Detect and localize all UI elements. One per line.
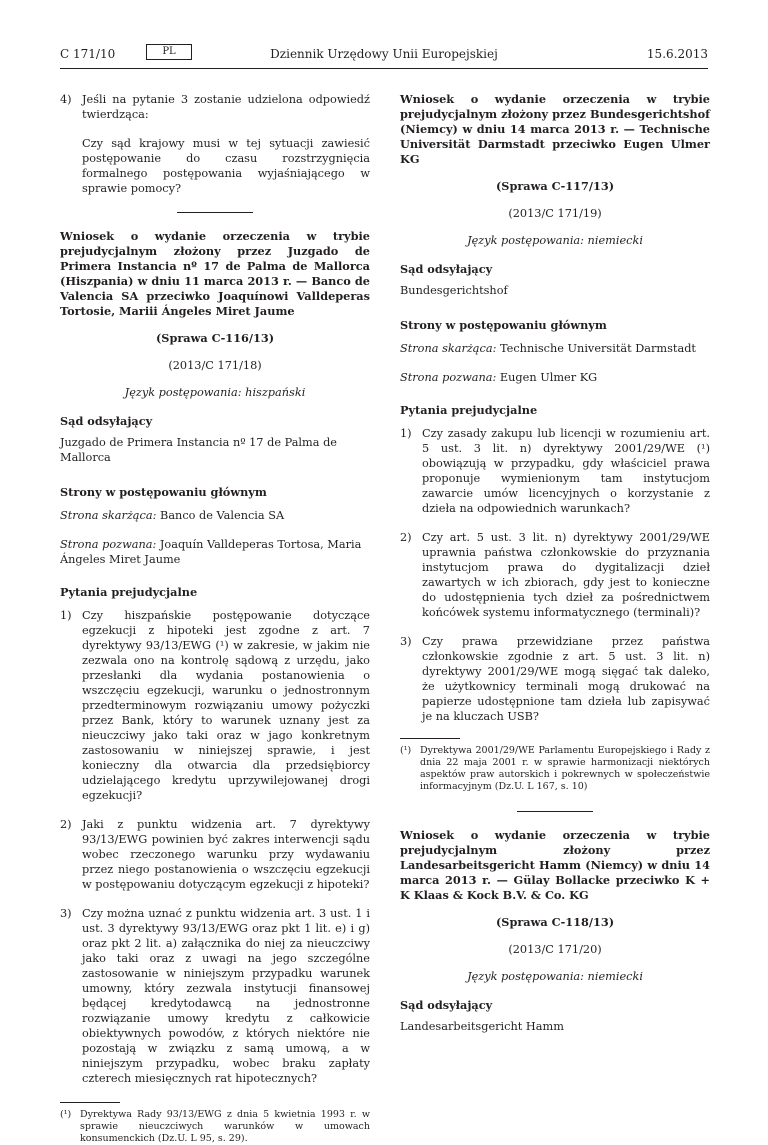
- issue-number: C 171/10: [60, 47, 116, 61]
- question-text: Czy art. 5 ust. 3 lit. n) dyrektywy 2001/29/WE uprawnia państwa członkowskie do przyznania instytucjom prawa do dygitalizacji dzieł zawartych w ich zbiorach, gdy jest to konieczne do udostępnienia tych dzieł za pośrednictwem końcówek systemu informatycznego (terminali)?: [422, 531, 710, 619]
- defendant-label: Strona pozwana:: [60, 538, 157, 551]
- question-text: Jaki z punktu widzenia art. 7 dyrektywy 93/13/EWG powinien być zakres interwencji sądu wobec rzeczonego warunku przy wydawaniu przez niego postanowienia o wszczęciu egzekucji w postępowaniu dotyczącym egzekucji z hipoteki?: [82, 818, 370, 891]
- question-number: 1): [60, 609, 72, 622]
- case-116-defendant: [60, 537, 370, 567]
- question-number: 1): [400, 427, 412, 440]
- question-number: 2): [60, 818, 72, 831]
- left-column: [60, 92, 370, 1145]
- question-4-subtext: Czy sąd krajowy musi w tej sytuacji zawiesić postępowanie do czasu rozstrzygnięcia formalnego postępowania wyjaśniającego w sprawie pomocy?: [82, 137, 370, 195]
- applicant-name: Banco de Valencia SA: [160, 509, 285, 522]
- case-116-question-3: [60, 906, 370, 1086]
- case-117-footnote: [400, 745, 710, 793]
- case-117-title: Wniosek o wydanie orzeczenia w trybie prejudycjalnym złożony przez Bundesgerichtshof (Niemcy) w dniu 14 marca 2013 r. — Technische Universität Darmstadt przeciwko Eugen Ulmer KG: [400, 92, 710, 166]
- applicant-label: Strona skarżąca:: [60, 509, 157, 522]
- question-text: Czy hiszpańskie postępowanie dotyczące egzekucji z hipoteki jest zgodne z art. 7 dyrektywy 93/13/EWG (¹) w zakresie, w jakim nie zezwala ono na kontrolę sądową z urzędu, jako przesłanki dla wydania postanowienia o wszczęciu egzekucji, warunku o jednostronnym przedterminowym rozwiązaniu umowy pożyczki przez Bank, który to warunek uznany jest za nieuczciwy jako taki oraz w jago konkretnym zastosowaniu w niniejszej sprawie, i jest konieczny dla otwarcia dla przedsiębiorcy udzielającego kredytu uprzywilejowanej drogi egzekucji?: [82, 609, 370, 802]
- case-117-applicant: [400, 341, 710, 356]
- case-116-number: (Sprawa C-116/13): [155, 331, 275, 345]
- case-118-title: Wniosek o wydanie orzeczenia w trybie prejudycjalnym złożony przez Landesarbeitsgericht Hamm (Niemcy) w dniu 14 marca 2013 r. — Gülay Bollacke przeciwko K + K Klaas & Kock B.V. & Co. KG: [400, 828, 710, 902]
- question-number: 4): [60, 93, 72, 106]
- issue-date: 15.6.2013: [646, 47, 708, 61]
- case-116-court-heading: Sąd odsyłający: [60, 414, 153, 428]
- journal-title: Dziennik Urzędowy Unii Europejskiej: [270, 47, 498, 61]
- footnote-mark: (¹): [60, 1109, 72, 1120]
- applicant-name: Technische Universität Darmstadt: [500, 342, 696, 355]
- header-rule: [60, 68, 708, 69]
- case-117-number: (Sprawa C-117/13): [495, 179, 615, 193]
- question-number: 2): [400, 531, 412, 544]
- case-117-language: Język postępowania: niemiecki: [467, 234, 643, 247]
- case-117-parties-heading: Strony w postępowaniu głównym: [400, 318, 607, 332]
- case-116-ref: (2013/C 171/18): [168, 359, 262, 372]
- footnote-text: Dyrektywa 2001/29/WE Parlamentu Europejskiego i Rady z dnia 22 maja 2001 r. w sprawie harmonizacji niektórych aspektów praw autorskich i pokrewnych w społeczeństwie informacyjnym (Dz.U. L 167, s. 10): [420, 745, 710, 792]
- question-text: Czy zasady zakupu lub licencji w rozumieniu art. 5 ust. 3 lit. n) dyrektywy 2001/29/WE (¹) obowiązują w przypadku, gdy właściciel prawa proponuje wymienionym tam instytucjom zawarcie umów licencyjnych o korzystanie z dzieła na odpowiednich warunkach?: [422, 427, 710, 515]
- case-117-question-1: [400, 426, 710, 516]
- right-column: [400, 92, 710, 1034]
- language-badge: PL: [146, 44, 192, 60]
- case-117-question-3: [400, 634, 710, 724]
- question-4: [60, 92, 370, 122]
- case-117-questions-heading: Pytania prejudycjalne: [400, 403, 538, 417]
- case-118-number: (Sprawa C-118/13): [495, 915, 615, 929]
- case-117-court: Bundesgerichtshof: [400, 284, 508, 297]
- case-117-defendant: [400, 370, 710, 385]
- defendant-name: Eugen Ulmer KG: [499, 371, 598, 384]
- footnote-text: Dyrektywa Rady 93/13/EWG z dnia 5 kwietnia 1993 r. w sprawie nieuczciwych warunków w umowach konsumenckich (Dz.U. L 95, s. 29).: [80, 1109, 370, 1144]
- case-116-questions-heading: Pytania prejudycjalne: [60, 585, 198, 599]
- case-116-title: Wniosek o wydanie orzeczenia w trybie prejudycjalnym złożony przez Juzgado de Primera Instancia nº 17 de Palma de Mallorca (Hiszpania) w dniu 11 marca 2013 r. — Banco de Valencia SA przeciwko Joaquínowi Valldeperas Tortosie, Mariii Ángeles Miret Jaume: [60, 229, 370, 318]
- case-117-court-heading: Sąd odsyłający: [400, 262, 493, 276]
- footnote-rule: [400, 738, 460, 739]
- question-number: 3): [60, 907, 72, 920]
- section-divider: [177, 212, 253, 213]
- case-116-question-2: [60, 817, 370, 892]
- question-number: 3): [400, 635, 412, 648]
- case-116-applicant: [60, 508, 370, 523]
- case-118-ref: (2013/C 171/20): [508, 943, 602, 956]
- case-117-ref: (2013/C 171/19): [508, 207, 602, 220]
- question-text: Jeśli na pytanie 3 zostanie udzielona odpowiedź twierdząca:: [82, 93, 370, 121]
- case-116-footnote: [60, 1109, 370, 1145]
- defendant-label: Strona pozwana:: [400, 371, 497, 384]
- question-text: Czy można uznać z punktu widzenia art. 3 ust. 1 i ust. 3 dyrektywy 93/13/EWG oraz pkt 1 lit. e) i g) oraz pkt 2 lit. a) załącznika do niej za nieuczciwy jako taki oraz z uwagi na jego szczególne zastosowanie w niniejszym przypadku warunek umowny, który zezwala instytucji finansowej będącej kredytodawcą na jednostronne rozwiązanie umowy kredytu z całkowicie obiektywnych powodów, z których niektóre nie pozostają w związku z samą umową, a w niniejszym przypadku, wobec braku zapłaty czterech miesięcznych rat hipotecznych?: [82, 907, 370, 1085]
- footnote-rule: [60, 1102, 120, 1103]
- case-116-language: Język postępowania: hiszpański: [124, 386, 306, 399]
- case-118-court: Landesarbeitsgericht Hamm: [400, 1020, 564, 1033]
- case-118-language: Język postępowania: niemiecki: [467, 970, 643, 983]
- case-116-parties-heading: Strony w postępowaniu głównym: [60, 485, 267, 499]
- case-118-court-heading: Sąd odsyłający: [400, 998, 493, 1012]
- section-divider: [517, 811, 593, 812]
- footnote-mark: (¹): [400, 745, 412, 756]
- question-text: Czy prawa przewidziane przez państwa członkowskie zgodnie z art. 5 ust. 3 lit. n) dyrektywy 2001/29/WE mogą sięgać tak daleko, że użytkownicy terminali mogą drukować na papierze udostępnione tam dzieła lub zapisywać je na kluczach USB?: [422, 635, 710, 723]
- case-117-question-2: [400, 530, 710, 620]
- defendant-name: Joaquín Valldeperas Tortosa, Maria Ángeles Miret Jaume: [60, 538, 362, 566]
- case-116-question-1: [60, 608, 370, 803]
- case-116-court: Juzgado de Primera Instancia nº 17 de Palma de Mallorca: [60, 436, 337, 464]
- applicant-label: Strona skarżąca:: [400, 342, 497, 355]
